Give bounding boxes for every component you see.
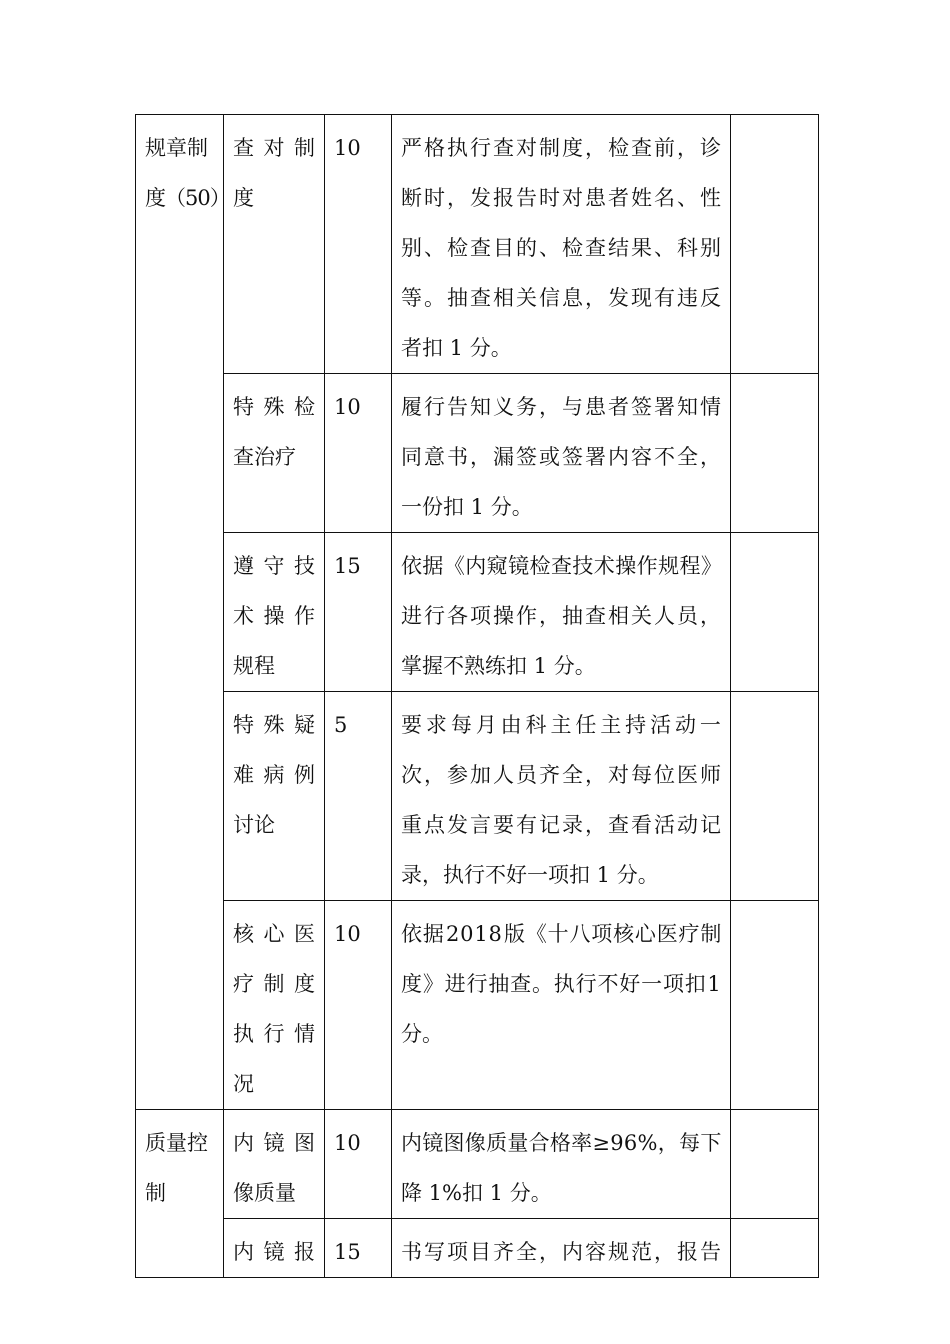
category-text: 规章制 <box>145 136 208 160</box>
item-text: 讨论 <box>233 813 275 837</box>
item-text: 查治疗 <box>233 445 296 469</box>
criteria-text: 履 行 告 知 义 务 ， 与 患 者 签 署 知 情 <box>401 395 721 419</box>
item-text: 内 镜 图 <box>233 1131 315 1155</box>
table-row <box>136 115 819 374</box>
remark-cell <box>731 115 819 374</box>
item-text: 特 殊 检 <box>233 395 315 419</box>
category-text: 质量控 <box>145 1131 208 1155</box>
criteria-cell <box>392 533 731 692</box>
score-cell <box>325 901 392 1110</box>
table-row <box>136 1219 819 1278</box>
table-row <box>136 692 819 901</box>
remark-cell <box>731 374 819 533</box>
criteria-cell <box>392 115 731 374</box>
item-text: 特 殊 疑 <box>233 713 315 737</box>
criteria-text: 断 时 ， 发 报 告 时 对 患 者 姓 名 、 性 <box>401 186 721 210</box>
item-text: 术 操 作 <box>233 604 315 628</box>
remark-cell <box>731 533 819 692</box>
score-cell <box>325 533 392 692</box>
score-cell <box>325 374 392 533</box>
criteria-text: 度 》 进 行 抽 查 。 执 行 不 好 一 项 扣 1 <box>401 972 721 996</box>
criteria-text: 次 ， 参 加 人 员 齐 全 ， 对 每 位 医 师 <box>401 763 721 787</box>
table-row <box>136 374 819 533</box>
item-text: 核 心 医 <box>233 922 315 946</box>
item-text: 像质量 <box>233 1181 296 1205</box>
score-value: 15 <box>334 554 361 578</box>
score-cell <box>325 1110 392 1219</box>
item-text: 疗 制 度 <box>233 972 315 996</box>
criteria-cell <box>392 1219 731 1278</box>
score-value: 10 <box>334 922 361 946</box>
category-cell-quality <box>136 1110 224 1278</box>
criteria-text: 内 镜 图 像 质 量 合 格 率 ≥ 9 6 % ， 每 下 <box>401 1131 721 1155</box>
score-cell <box>325 1219 392 1278</box>
evaluation-table <box>135 114 819 1278</box>
item-cell <box>224 1110 325 1219</box>
category-text: 制 <box>145 1181 166 1205</box>
item-text: 度 <box>233 186 254 210</box>
criteria-cell <box>392 1110 731 1219</box>
remark-cell <box>731 901 819 1110</box>
score-value: 10 <box>334 136 361 160</box>
criteria-text: 分。 <box>401 1022 443 1046</box>
item-text: 查 对 制 <box>233 136 315 160</box>
item-cell <box>224 374 325 533</box>
criteria-text: 依 据 2 0 1 8 版 《 十 八 项 核 心 医 疗 制 <box>401 922 721 946</box>
item-cell <box>224 115 325 374</box>
score-value: 15 <box>334 1240 361 1264</box>
remark-cell <box>731 1110 819 1219</box>
criteria-text: 依 据 《 内 窥 镜 检 查 技 术 操 作 规 程 》 <box>401 554 721 578</box>
item-text: 遵 守 技 <box>233 554 315 578</box>
item-text: 况 <box>233 1072 254 1096</box>
item-text: 规程 <box>233 654 275 678</box>
criteria-text: 等 。 抽 查 相 关 信 息 ， 发 现 有 违 反 <box>401 286 721 310</box>
criteria-text: 一份扣 1 分。 <box>401 495 533 519</box>
category-text: 度（50） <box>145 186 230 210</box>
criteria-text: 严 格 执 行 查 对 制 度 ， 检 查 前 ， 诊 <box>401 136 721 160</box>
criteria-text: 同 意 书 ， 漏 签 或 签 署 内 容 不 全 ， <box>401 445 721 469</box>
item-cell <box>224 1219 325 1278</box>
score-value: 10 <box>334 1131 361 1155</box>
table-row <box>136 533 819 692</box>
criteria-cell <box>392 374 731 533</box>
criteria-text: 要 求 每 月 由 科 主 任 主 持 活 动 一 <box>401 713 721 737</box>
criteria-text: 掌握不熟练扣 1 分。 <box>401 654 596 678</box>
category-cell-rules <box>136 115 230 1110</box>
item-text: 内 镜 报 <box>233 1240 315 1264</box>
table-row <box>136 1110 819 1219</box>
score-value: 10 <box>334 395 361 419</box>
remark-cell <box>731 1219 819 1278</box>
score-cell <box>325 115 392 374</box>
criteria-cell <box>392 901 731 1110</box>
item-cell <box>224 901 325 1110</box>
criteria-text: 降 1%扣 1 分。 <box>401 1181 552 1205</box>
criteria-text: 者扣 1 分。 <box>401 336 512 360</box>
score-cell <box>325 692 392 901</box>
item-text: 执 行 情 <box>233 1022 315 1046</box>
item-text: 难 病 例 <box>233 763 315 787</box>
criteria-text: 进 行 各 项 操 作 ， 抽 查 相 关 人 员 ， <box>401 604 721 628</box>
item-cell <box>224 533 325 692</box>
score-value: 5 <box>334 713 348 737</box>
criteria-text: 书 写 项 目 齐 全 ， 内 容 规 范 ， 报 告 <box>401 1240 721 1264</box>
criteria-text: 录，执行不好一项扣 1 分。 <box>401 863 659 887</box>
criteria-text: 别 、 检 查 目 的 、 检 查 结 果 、 科 别 <box>401 236 721 260</box>
table-row <box>136 901 819 1110</box>
remark-cell <box>731 692 819 901</box>
item-cell <box>224 692 325 901</box>
criteria-cell <box>392 692 731 901</box>
criteria-text: 重 点 发 言 要 有 记 录 ， 查 看 活 动 记 <box>401 813 721 837</box>
